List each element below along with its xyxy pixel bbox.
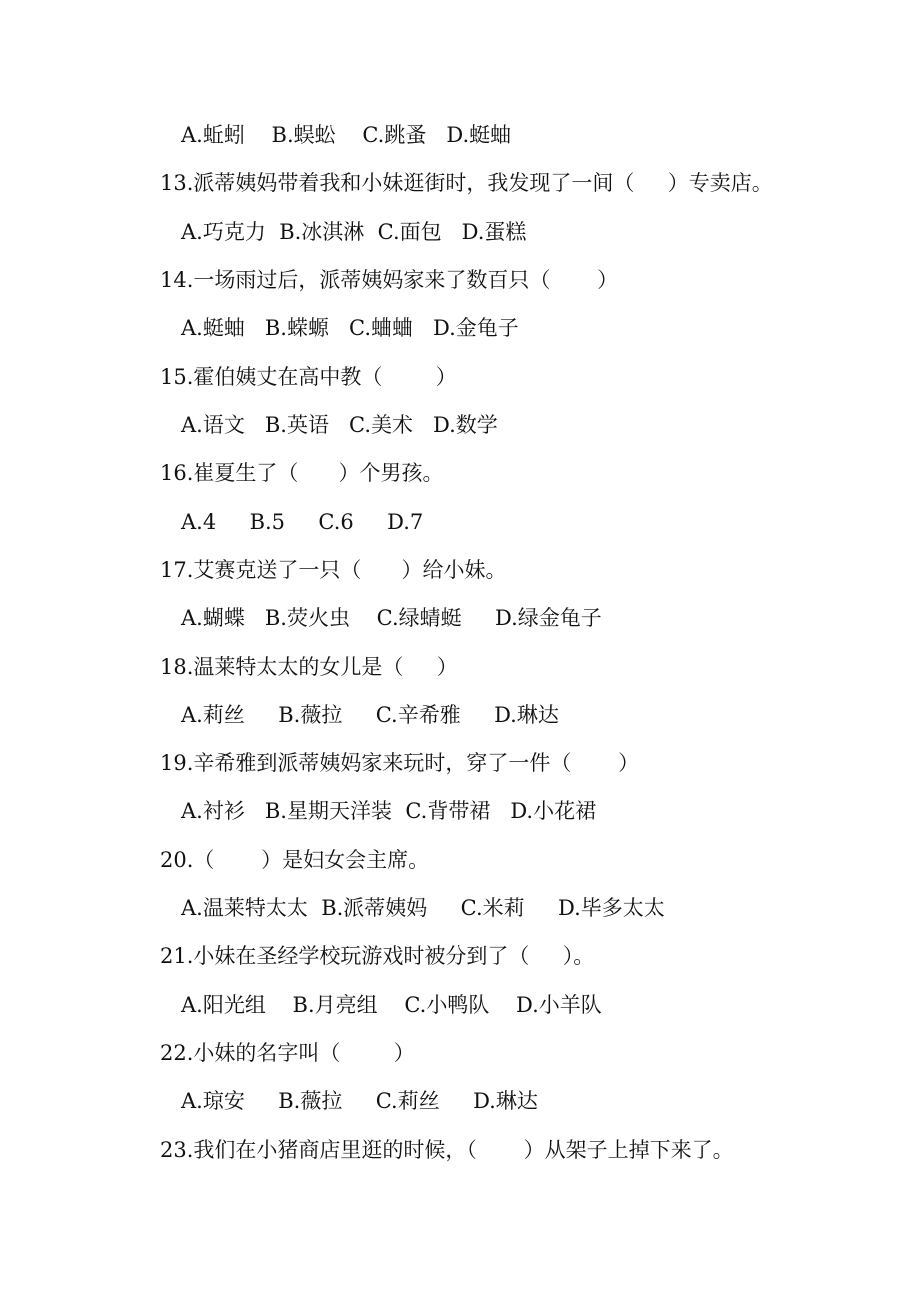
question-line: 15.霍伯姨丈在高中教（ ） bbox=[160, 365, 457, 389]
options-line: A.琼安 B.薇拉 C.莉丝 D.琳达 bbox=[181, 1089, 538, 1113]
options-line: A.蚯蚓 B.蜈蚣 C.跳蚤 D.蜓蚰 bbox=[181, 123, 512, 147]
question-line: 18.温莱特太太的女儿是（ ） bbox=[160, 655, 458, 679]
question-line: 23.我们在小猪商店里逛的时候，（ ）从架子上掉下来了。 bbox=[160, 1138, 734, 1162]
options-line: A.蝴蝶 B.荧火虫 C.绿蜻蜓 D.绿金龟子 bbox=[181, 606, 602, 630]
options-line: A.语文 B.英语 C.美术 D.数学 bbox=[181, 413, 498, 437]
options-line: A.4 B.5 C.6 D.7 bbox=[181, 510, 424, 534]
question-line: 17.艾赛克送了一只（ ）给小妹。 bbox=[160, 558, 507, 582]
options-line: A.莉丝 B.薇拉 C.辛希雅 D.琳达 bbox=[181, 703, 559, 727]
question-line: 20.（ ）是妇女会主席。 bbox=[160, 848, 430, 872]
question-line: 16.崔夏生了（ ）个男孩。 bbox=[160, 461, 444, 485]
options-line: A.衬衫 B.星期天洋装 C.背带裙 D.小花裙 bbox=[181, 799, 597, 823]
question-line: 13.派蒂姨妈带着我和小妹逛街时，我发现了一间（ ）专卖店。 bbox=[160, 171, 773, 195]
question-line: 21.小妹在圣经学校玩游戏时被分到了（ ）。 bbox=[160, 944, 595, 968]
options-line: A.温莱特太太 B.派蒂姨妈 C.米莉 D.毕多太太 bbox=[181, 896, 665, 920]
question-line: 19.辛希雅到派蒂姨妈家来玩时，穿了一件（ ） bbox=[160, 751, 640, 775]
options-line: A.蜓蚰 B.蝾螈 C.蛐蛐 D.金龟子 bbox=[181, 316, 519, 340]
question-line: 14.一场雨过后，派蒂姨妈家来了数百只（ ） bbox=[160, 268, 619, 292]
options-line: A.巧克力 B.冰淇淋 C.面包 D.蛋糕 bbox=[181, 220, 527, 244]
options-line: A.阳光组 B.月亮组 C.小鸭队 D.小羊队 bbox=[181, 993, 602, 1017]
question-line: 22.小妹的名字叫（ ） bbox=[160, 1041, 415, 1065]
